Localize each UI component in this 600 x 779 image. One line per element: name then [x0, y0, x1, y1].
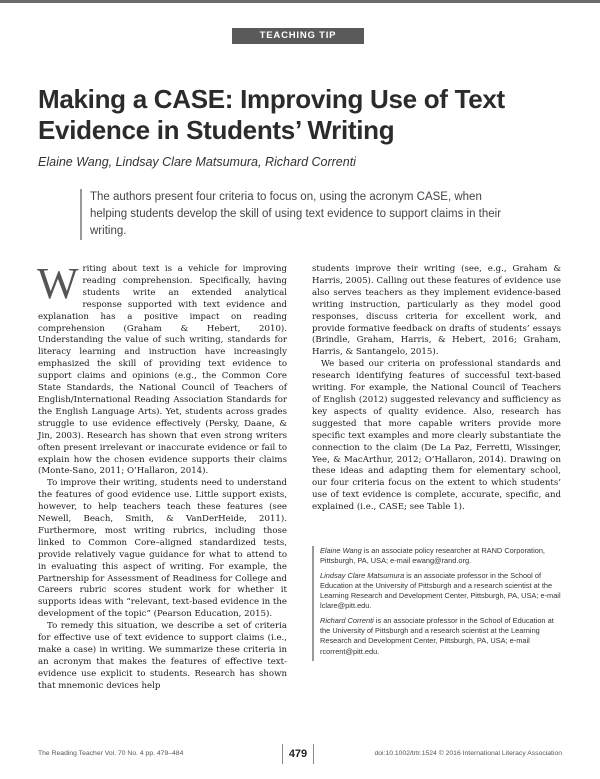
author-bio: [320, 546, 565, 567]
body-paragraph-5: We based our criteria on professional standards and research identifying features of successful text-based writing. For example, the National Council of Teachers of English (2012) suggested relevancy and sufficiency as key aspects of quality evidence. Also, research has suggested that more capable writers provide more specific text examples and more clearly substantiate the connection to the claim (De La Paz, Ferretti, Wissinger, Yee, & MacArthur, 2012; O’Hallaron, 2014). Drawing on these ideas and adapting them for elementary school, our four criteria focus on the extent to which students’ use of text evidence is complete, accurate, specific, and explained (i.e., CASE; see Table 1).: [312, 359, 561, 513]
body-paragraph-1: [37, 259, 287, 478]
bio-name: Lindsay Clare Matsumura: [320, 570, 405, 580]
journal-citation: The Reading Teacher Vol. 70 No. 4 pp. 479–484: [38, 750, 184, 757]
bio-name: Elaine Wang: [320, 546, 362, 555]
body-column-left: [37, 259, 287, 693]
author-bios: [312, 546, 565, 661]
body-paragraph-4: students improve their writing (see, e.g., Graham & Harris, 2005). Calling out these features of evidence use also serves teachers as they implement evidence-based writing instruction, particularly as they model good responses, discuss criteria for excellent work, and provide formative feedback on drafts of students’ essays (Brindle, Graham, Harris, & Hebert, 2016; Graham, Harris, & Santangelo, 2015).: [312, 264, 561, 358]
author-bio: [320, 616, 565, 657]
article-authors: Elaine Wang, Lindsay Clare Matsumura, Richard Correnti: [38, 155, 356, 169]
author-bio: [320, 571, 565, 612]
article-title: Making a CASE: Improving Use of Text Evidence in Students’ Writing: [38, 84, 505, 145]
drop-cap: W: [37, 259, 79, 308]
body-column-right: [312, 264, 561, 514]
bio-name: Richard Correnti: [320, 615, 374, 625]
doi-copyright: doi:10.1002/trtr.1524 © 2016 International Literacy Association: [374, 750, 562, 757]
body-paragraph-3: To remedy this situation, we describe a set of criteria for effective use of text evidence to support claims (i.e., make a case) in writing. We summarize these criteria in an acronym that makes the features of effective text-evidence use explicit to students. Research has shown that mnemonic devices help: [38, 621, 287, 691]
bio-text: is an associate professor in the School of Education at the University of Pittsburgh and a research scientist at the Learning Research and Development Center, Pittsburgh, PA, USA; e-mail lclare@pitt.edu.: [320, 570, 561, 611]
teaching-tip-badge: TEACHING TIP: [232, 28, 364, 44]
page-number: 479: [282, 744, 314, 764]
article-abstract: The authors present four criteria to focus on, using the acronym CASE, when helping students develop the skill of using text evidence to support claims in their writing.: [80, 189, 510, 240]
bio-text: is an associate policy researcher at RAND Corporation, Pittsburgh, PA, USA; e-mail ewang@rand.org.: [320, 546, 545, 566]
top-rule: [0, 0, 600, 3]
page-footer: [0, 744, 600, 764]
body-paragraph-1-text: riting about text is a vehicle for improving reading comprehension. Specifically, having students write an extended analytical response supported with text evidence and explanation has a positive impact on reading comprehension (Graham & Hebert, 2010). Understanding the value of such writing, standards for literacy learning and instruction have increasingly emphasized the skill of providing text evidence to support claims and opinions (e.g., the Common Core State Standards, the National Council of Teachers of English/International Reading Association Standards for the English Language Arts). Yet, students across grades struggle to use evidence effectively (Persky, Daane, & Jin, 2003). Research has shown that even strong writers often present irrelevant or inaccurate evidence or fail to explain how the chosen evidence supports their claims (Monte-Sano, 2011; O’Hallaron, 2014).: [38, 264, 287, 477]
body-paragraph-2: To improve their writing, students need to understand the features of good evidence use. Little support exists, however, to help teachers teach these features (see Newell, Beach, Smith, & VanDerHeide, 2011). Furthermore, most writing rubrics, including those linked to Common Core–aligned standardized tests, provide relatively vague guidance for what to attend to in evaluating this aspect of writing. For example, the Partnership for Assessment of Readiness for College and Careers rubric scores student work for whether it supports ideas with “relevant, text-based evidence in the development of the topic” (Pearson Education, 2015).: [38, 478, 287, 620]
bio-text: is an associate professor in the School of Education at the University of Pittsburgh and a research scientist at the Learning Research and Development Center, Pittsburgh, PA, USA; e-mail rcorrent@pitt.edu.: [320, 615, 554, 656]
